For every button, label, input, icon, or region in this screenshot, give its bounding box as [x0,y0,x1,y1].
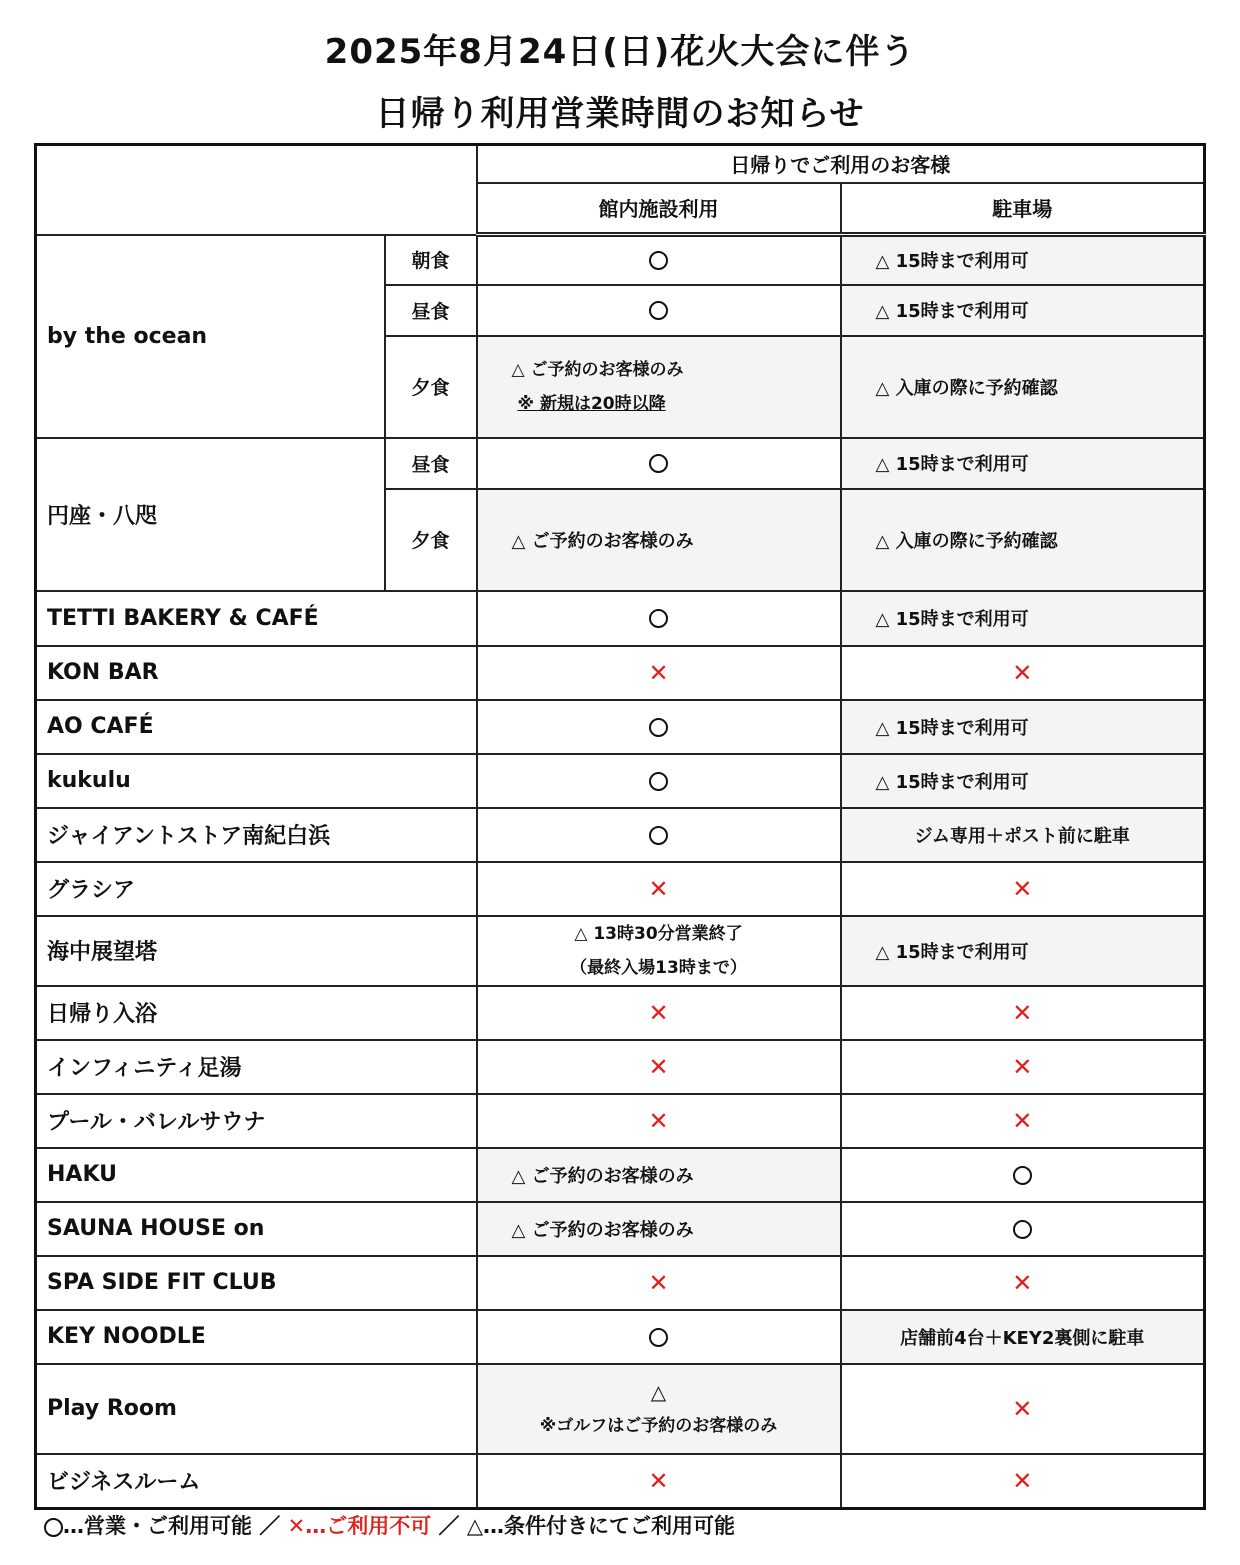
cross-icon: ✕ [1012,1466,1033,1495]
facility-status [477,336,841,438]
row-name-gracia: グラシア [36,862,477,916]
parking-status [841,1364,1205,1454]
cross-icon: ✕ [1012,1268,1033,1297]
parking-status [841,1202,1205,1256]
circle-icon [649,826,668,845]
parking-status: △ 15時まで利用可 [841,754,1205,808]
page-title-line1: 2025年8月24日(日)花火大会に伴う [324,32,916,72]
cross-icon: ✕ [1012,874,1033,903]
facility-status: △ ご予約のお客様のみ [477,489,841,591]
legend-cross-text: ✕…ご利用不可 [287,1514,432,1538]
schedule-table [34,143,1206,1510]
parking-status [841,1148,1205,1202]
header-blank [36,145,477,235]
meal-dinner: 夕食 [385,336,477,438]
facility-status: △ ご予約のお客様のみ [477,1202,841,1256]
circle-icon [649,1328,668,1347]
row-name-sauna-house: SAUNA HOUSE on [36,1202,477,1256]
row-name-business-room: ビジネスルーム [36,1454,477,1509]
circle-icon [649,609,668,628]
parking-status [841,986,1205,1040]
facility-status: △ ご予約のお客様のみ [477,1148,841,1202]
facility-status [477,235,841,285]
parking-status [841,862,1205,916]
parking-status: △ 15時まで利用可 [841,916,1205,986]
meal-lunch: 昼食 [385,285,477,336]
row-name-by-the-ocean: by the ocean [36,235,385,438]
facility-status [477,1040,841,1094]
row-name-kon-bar: KON BAR [36,646,477,700]
parking-status: △ 15時まで利用可 [841,438,1205,489]
row-name-spa-side: SPA SIDE FIT CLUB [36,1256,477,1310]
facility-status [477,1364,841,1454]
meal-dinner: 夕食 [385,489,477,591]
facility-status [477,1454,841,1509]
row-name-tetti: TETTI BAKERY & CAFÉ [36,591,477,646]
facility-status [477,1256,841,1310]
cross-icon: ✕ [648,874,669,903]
circle-icon [649,301,668,320]
row-name-infinity: インフィニティ足湯 [36,1040,477,1094]
parking-status: △ 15時まで利用可 [841,700,1205,754]
facility-status [477,700,841,754]
parking-status: △ 15時まで利用可 [841,285,1205,336]
facility-status [477,438,841,489]
row-name-enza: 円座・八咫 [36,438,385,591]
facility-status [477,1310,841,1364]
meal-lunch: 昼食 [385,438,477,489]
row-name-kaichu: 海中展望塔 [36,916,477,986]
circle-icon [649,251,668,270]
facility-status [477,646,841,700]
cross-icon: ✕ [648,658,669,687]
kaichu-close-text: △ 13時30分営業終了 [574,923,743,944]
cross-icon: ✕ [648,1466,669,1495]
row-name-pool: プール・バレルサウナ [36,1094,477,1148]
legend-triangle-text: ／ △…条件付きにてご利用可能 [431,1514,736,1538]
parking-status [841,1256,1205,1310]
meal-breakfast: 朝食 [385,235,477,285]
header-group: 日帰りでご利用のお客様 [477,145,1205,183]
facility-status [477,808,841,862]
parking-status [841,1094,1205,1148]
new-after-20-note: ※ 新規は20時以降 [517,393,666,414]
header-facility: 館内施設利用 [477,183,841,235]
kaichu-last-entry-text: （最終入場13時まで） [570,957,747,978]
parking-status: △ 入庫の際に予約確認 [841,336,1205,438]
cross-icon: ✕ [1012,1394,1033,1423]
facility-status [477,862,841,916]
row-name-giant-store: ジャイアントストア南紀白浜 [36,808,477,862]
header-parking: 駐車場 [841,183,1205,235]
reserved-only-text: △ ご予約のお客様のみ [511,359,684,380]
playroom-triangle: △ [650,1379,667,1404]
parking-status: △ 15時まで利用可 [841,591,1205,646]
cross-icon: ✕ [648,1268,669,1297]
row-name-key-noodle: KEY NOODLE [36,1310,477,1364]
row-name-haku: HAKU [36,1148,477,1202]
cross-icon: ✕ [648,1106,669,1135]
parking-status: △ 15時まで利用可 [841,235,1205,285]
circle-icon [649,454,668,473]
row-name-day-bath: 日帰り入浴 [36,986,477,1040]
facility-status [477,754,841,808]
parking-status: ジム専用＋ポスト前に駐車 [841,808,1205,862]
circle-icon [1013,1166,1032,1185]
cross-icon: ✕ [1012,658,1033,687]
circle-icon [649,772,668,791]
playroom-golf-note: ※ゴルフはご予約のお客様のみ [539,1415,778,1436]
legend [44,1510,735,1540]
legend-circle-text: …営業・ご利用可能 ／ [63,1514,288,1538]
parking-status: 店舗前4台＋KEY2裏側に駐車 [841,1310,1205,1364]
facility-status [477,986,841,1040]
cross-icon: ✕ [1012,1052,1033,1081]
row-name-ao-cafe: AO CAFÉ [36,700,477,754]
cross-icon: ✕ [648,998,669,1027]
circle-icon [44,1518,63,1537]
cross-icon: ✕ [1012,1106,1033,1135]
cross-icon: ✕ [1012,998,1033,1027]
circle-icon [649,718,668,737]
circle-icon [1013,1220,1032,1239]
page-title-line2: 日帰り利用営業時間のお知らせ [375,94,865,134]
parking-status [841,646,1205,700]
facility-status [477,285,841,336]
parking-status: △ 入庫の際に予約確認 [841,489,1205,591]
cross-icon: ✕ [648,1052,669,1081]
facility-status [477,1094,841,1148]
facility-status [477,591,841,646]
row-name-kukulu: kukulu [36,754,477,808]
facility-status [477,916,841,986]
parking-status [841,1040,1205,1094]
parking-status [841,1454,1205,1509]
row-name-play-room: Play Room [36,1364,477,1454]
